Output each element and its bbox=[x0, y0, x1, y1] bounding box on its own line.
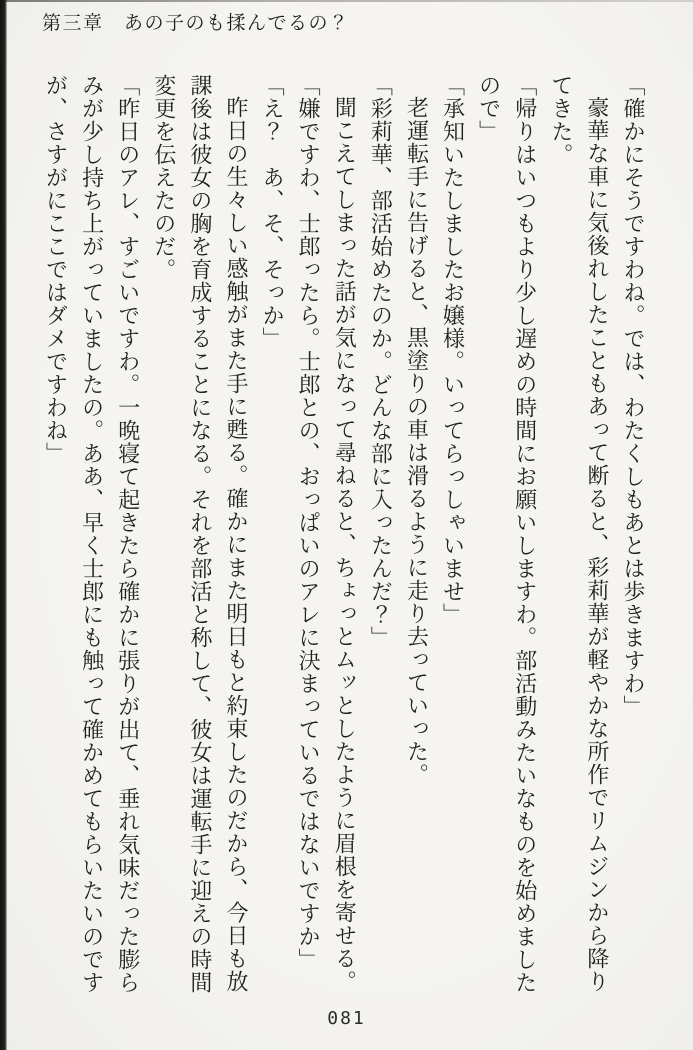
text-column: 「嫌ですわ、士郎ったら。士郎との、おっぱいのアレに決まっているではないですか」 bbox=[295, 74, 321, 971]
text-column: 老運転手に告げると、黒塗りの車は滑るように走り去っていった。 bbox=[403, 96, 429, 786]
text-column: 豪華な車に気後れしたこともあって断ると、彩莉華が軽やかな所作でリムジンから降り bbox=[583, 96, 609, 993]
chapter-running-head: 第三章 あの子のも揉んでるの？ bbox=[42, 12, 350, 34]
text-column: 課後は彼女の胸を育成することになる。それを部活と称して、彼女は運転手に迎えの時間 bbox=[186, 74, 212, 994]
text-column: みが少し持ち上がっていましたの。ああ、早く士郎にも触って確かめてもらいたいのです bbox=[78, 74, 104, 994]
text-column: ので」 bbox=[475, 74, 501, 143]
text-column: 「彩莉華、部活始めたのか。どんな部に入ったんだ？」 bbox=[367, 74, 393, 649]
text-column: 「確かにそうですわね。では、わたくしもあとは歩きますわ」 bbox=[620, 74, 645, 718]
text-column: 「え？ あ、そ、そっか」 bbox=[259, 74, 285, 350]
text-column: 変更を伝えたのだ。 bbox=[150, 74, 176, 281]
scan-edge-top bbox=[0, 0, 693, 2]
text-column: 昨日の生々しい感触がまた手に甦る。確かにまた明日もと約束したのだから、今日も放 bbox=[222, 96, 248, 993]
text-column: 「承知いたしましたお嬢様。いってらっしゃいませ」 bbox=[439, 74, 465, 626]
text-column: 「昨日のアレ、すごいですわ。一晩寝て起きたら確かに張りが出て、垂れ気味だった膨ら bbox=[114, 74, 140, 994]
scan-edge-left bbox=[0, 0, 7, 1050]
text-column: が、さすがにここではダメですわね」 bbox=[42, 74, 68, 465]
text-column: 聞こえてしまった話が気になって尋ねると、ちょっとムッとしたように眉根を寄せる。 bbox=[331, 96, 357, 993]
text-column: てきた。 bbox=[547, 74, 573, 166]
page-number: 081 bbox=[327, 1008, 366, 1029]
text-column: 「帰りはいつもより少し遅めの時間にお願いしますわ。部活動みたいなものを始めました bbox=[511, 74, 537, 994]
text-columns bbox=[36, 74, 650, 994]
